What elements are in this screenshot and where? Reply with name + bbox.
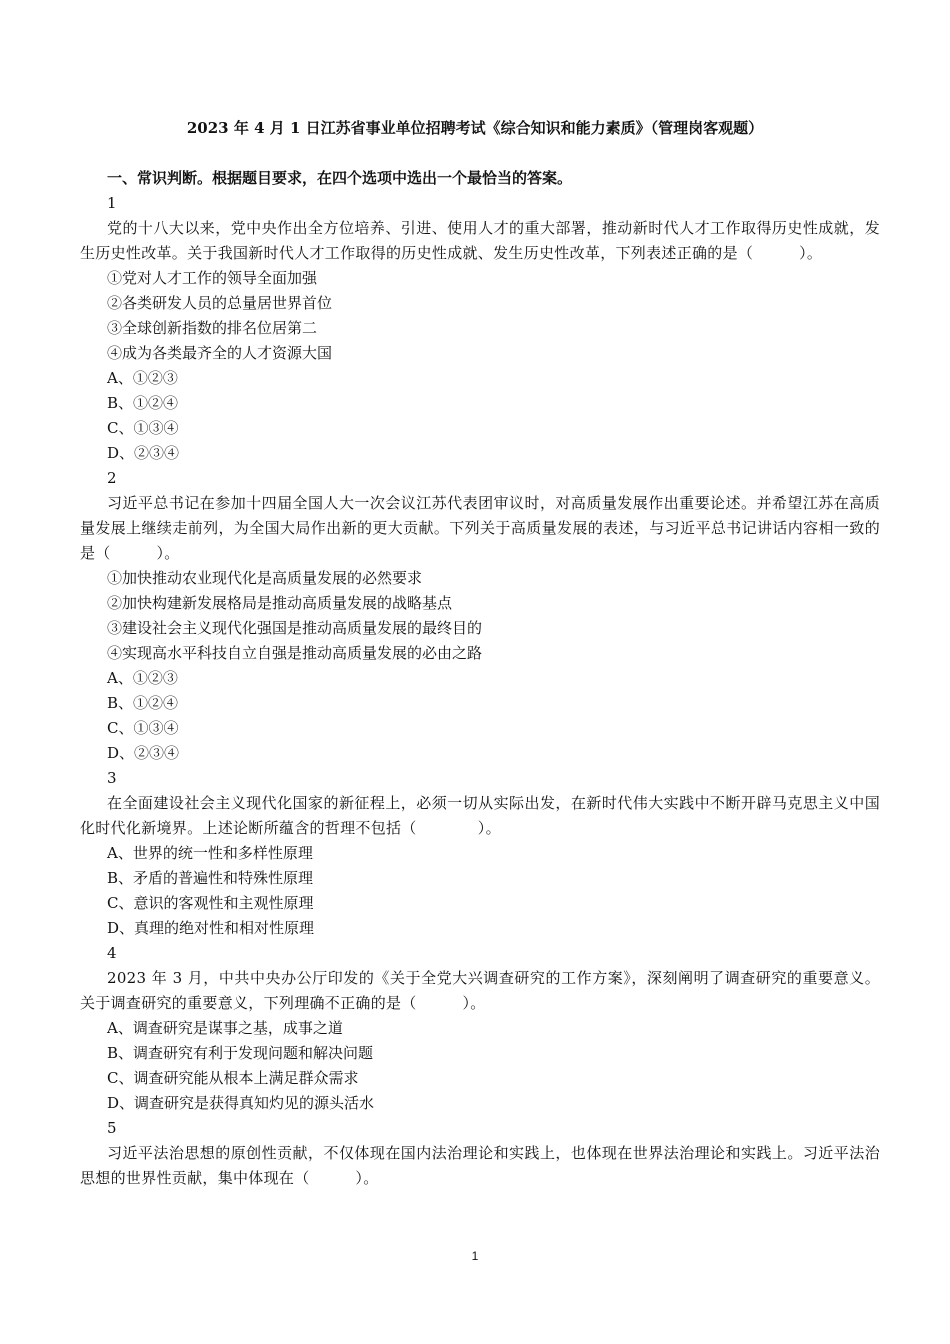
- answer-option: D、②③④: [107, 444, 180, 462]
- question-statement: ②各类研发人员的总量居世界首位: [107, 294, 333, 312]
- document-title: 2023 年 4 月 1 日江苏省事业单位招聘考试《综合知识和能力素质》（管理岗客观题）: [186, 119, 764, 137]
- answer-option: A、世界的统一性和多样性原理: [107, 844, 313, 862]
- question-statement: ③全球创新指数的排名位居第二: [107, 319, 318, 337]
- question-stem: 在全面建设社会主义现代化国家的新征程上，必须一切从实际出发，在新时代伟大实践中不断开辟马克思主义中国化时代化新境界。上述论断所蕴含的哲理不包括（ ）。: [80, 794, 880, 837]
- answer-option: D、真理的绝对性和相对性原理: [107, 919, 315, 937]
- answer-option: D、②③④: [107, 744, 180, 762]
- question-statement: ④实现高水平科技自立自强是推动高质量发展的必由之路: [107, 644, 483, 662]
- question-stem: 党的十八大以来，党中央作出全方位培养、引进、使用人才的重大部署，推动新时代人才工作取得历史性成就，发生历史性改革。关于我国新时代人才工作取得的历史性成就、发生历史性改革，下列表述正确的是（ ）。: [80, 219, 880, 262]
- answer-option: D、调查研究是获得真知灼见的源头活水: [107, 1094, 375, 1112]
- question-statement: ④成为各类最齐全的人才资源大国: [107, 344, 333, 362]
- question-statement: ③建设社会主义现代化强国是推动高质量发展的最终目的: [107, 619, 483, 637]
- answer-option: C、调查研究能从根本上满足群众需求: [107, 1069, 359, 1087]
- page-number: 1: [471, 1249, 479, 1263]
- question-number: 2: [107, 469, 117, 487]
- answer-option: B、①②④: [107, 394, 179, 412]
- answer-option: A、调查研究是谋事之基，成事之道: [107, 1019, 343, 1037]
- answer-option: B、调查研究有利于发现问题和解决问题: [107, 1044, 374, 1062]
- question-number: 5: [107, 1119, 117, 1137]
- answer-option: B、①②④: [107, 694, 179, 712]
- answer-option: C、①③④: [107, 719, 179, 737]
- question-statement: ①加快推动农业现代化是高质量发展的必然要求: [107, 569, 423, 587]
- answer-option: C、意识的客观性和主观性原理: [107, 894, 314, 912]
- answer-option: A、①②③: [107, 369, 178, 387]
- question-statement: ②加快构建新发展格局是推动高质量发展的战略基点: [107, 594, 453, 612]
- question-number: 4: [107, 944, 117, 962]
- question-list: [80, 191, 880, 1191]
- question-statement: ①党对人才工作的领导全面加强: [107, 269, 318, 287]
- question-stem: 习近平总书记在参加十四届全国人大一次会议江苏代表团审议时，对高质量发展作出重要论述。并希望江苏在高质量发展上继续走前列，为全国大局作出新的更大贡献。下列关于高质量发展的表述，与习近平总书记讲话内容相一致的是（ ）。: [80, 494, 880, 562]
- question-number: 1: [107, 194, 117, 212]
- question-stem: 2023 年 3 月，中共中央办公厅印发的《关于全党大兴调查研究的工作方案》，深刻阐明了调查研究的重要意义。关于调查研究的重要意义，下列理确不正确的是（ ）。: [80, 969, 880, 1012]
- answer-option: C、①③④: [107, 419, 179, 437]
- question-stem: 习近平法治思想的原创性贡献，不仅体现在国内法治理论和实践上，也体现在世界法治理论和实践上。习近平法治思想的世界性贡献，集中体现在（ ）。: [80, 1144, 880, 1187]
- answer-option: B、矛盾的普遍性和特殊性原理: [107, 869, 314, 887]
- answer-option: A、①②③: [107, 669, 178, 687]
- question-number: 3: [107, 769, 117, 787]
- section-heading: 一、常识判断。根据题目要求，在四个选项中选出一个最恰当的答案。: [107, 169, 573, 187]
